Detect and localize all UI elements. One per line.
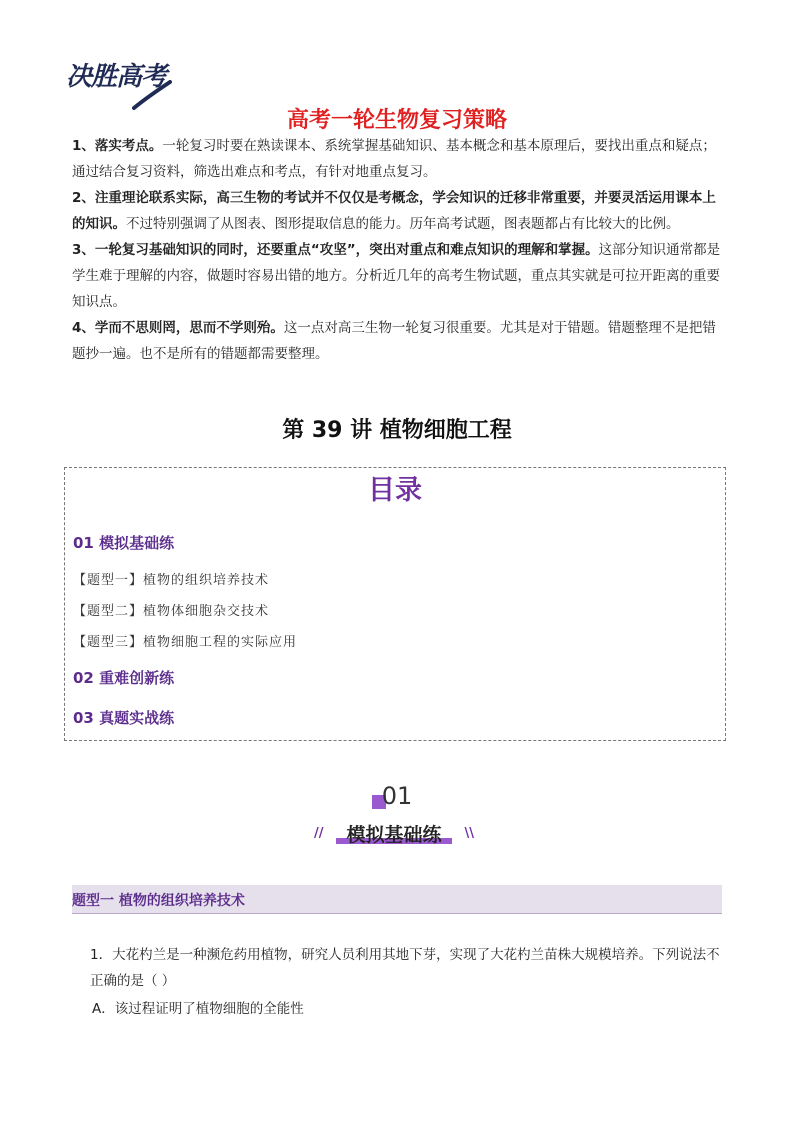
logo <box>62 60 174 108</box>
logo-text: 决胜高考 <box>66 62 167 92</box>
strategy-list <box>72 133 724 367</box>
toc-section-1[interactable]: 01 模拟基础练 <box>73 534 175 552</box>
slash-right-icon: \\ <box>464 826 474 841</box>
strategy-item: 1、落实考点。一轮复习时要在熟读课本、系统掌握基础知识、基本概念和基本原理后，要找出重点和疑点；通过结合复习资料，筛选出难点和考点，有针对地重点复习。 <box>72 138 716 180</box>
question-1 <box>90 942 724 994</box>
toc-subitem-1[interactable]: 【题型一】植物的组织培养技术 <box>73 573 270 588</box>
lecture-title: 第 39 讲 植物细胞工程 <box>282 418 512 443</box>
question-stem-line: 正确的是（ ） <box>90 973 176 989</box>
toc-subitem-2[interactable]: 【题型二】植物体细胞杂交技术 <box>73 604 270 619</box>
toc-title: 目录 <box>368 475 422 506</box>
strategy-item: 2、注重理论联系实际，高三生物的考试并不仅仅是考概念，学会知识的迁移非常重要，并要灵活运用课本上的知识。不过特别强调了从图表、图形提取信息的能力。历年高考试题，图表题都占有比较大的比例。 <box>72 190 716 232</box>
toc-subitem-3[interactable]: 【题型三】植物细胞工程的实际应用 <box>73 635 298 650</box>
slash-left-icon: // <box>314 826 324 841</box>
section-number: 01 <box>381 782 413 810</box>
question-type-label: 题型一 植物的组织培养技术 <box>72 893 245 909</box>
toc-section-3[interactable]: 03 真题实战练 <box>73 709 175 727</box>
toc-section-2[interactable]: 02 重难创新练 <box>73 669 175 687</box>
table-of-contents <box>64 467 726 741</box>
strategy-item: 3、一轮复习基础知识的同时，还要重点“攻坚”，突出对重点和难点知识的理解和掌握。这部分知识通常都是学生难于理解的内容，做题时容易出错的地方。分析近几年的高考生物试题，重点其实就是可拉开距离的重要知识点。 <box>72 242 721 310</box>
option-a[interactable]: A．该过程证明了植物细胞的全能性 <box>92 1001 304 1017</box>
strategy-item: 4、学而不思则罔，思而不学则殆。这一点对高三生物一轮复习很重要。尤其是对于错题。错题整理不是把错题抄一遍。也不是所有的错题都需要整理。 <box>72 320 716 362</box>
section-banner <box>314 818 474 850</box>
question-stem-line: 1．大花杓兰是一种濒危药用植物，研究人员利用其地下芽，实现了大花杓兰苗株大规模培养。下列说法不 <box>90 947 720 963</box>
question-type-heading <box>72 885 722 914</box>
section-title: 模拟基础练 <box>346 824 442 846</box>
main-title: 高考一轮生物复习策略 <box>286 108 507 133</box>
